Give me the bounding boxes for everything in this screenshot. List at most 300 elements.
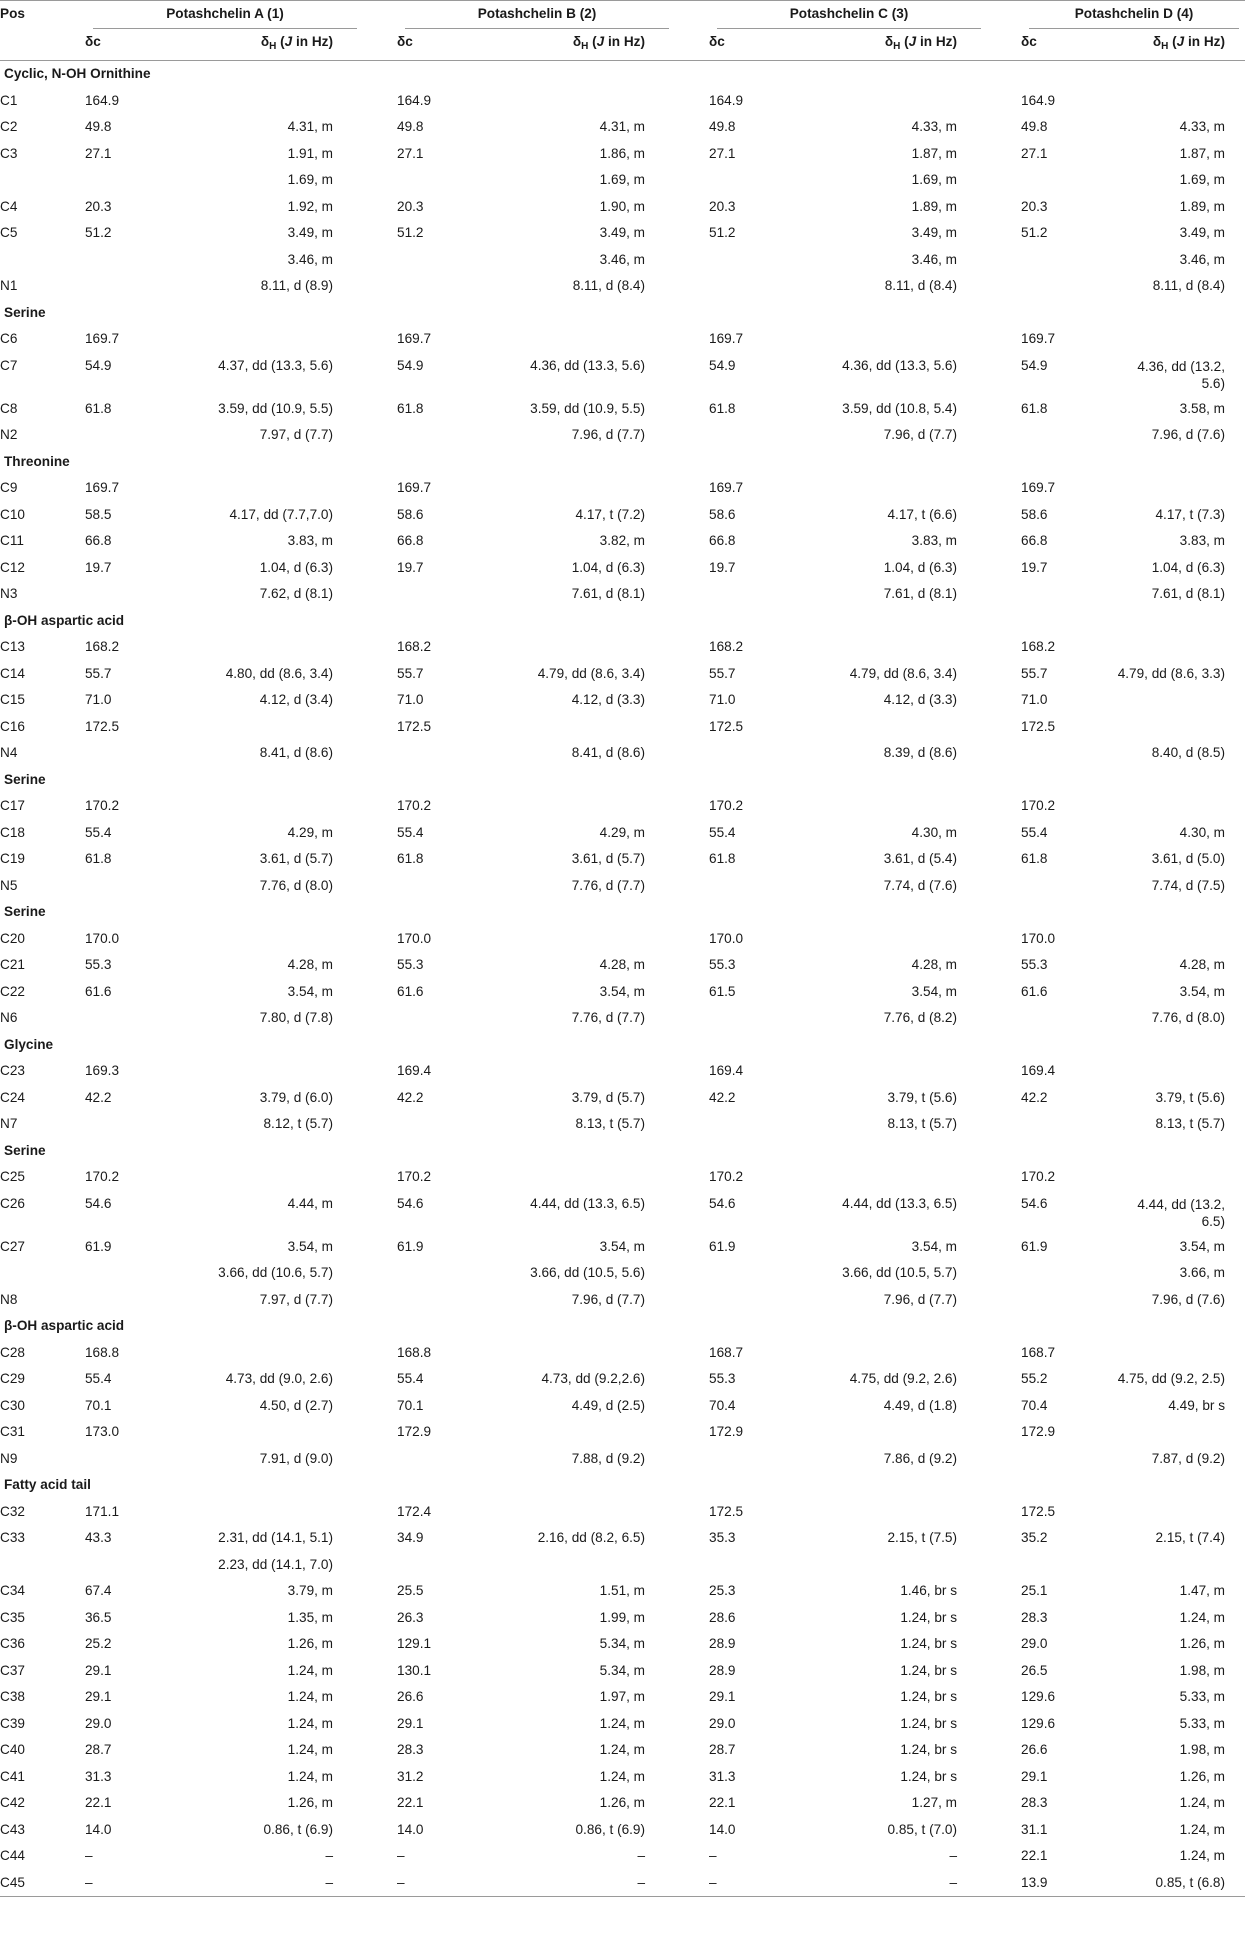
proton-shift-cell: 1.87, m <box>911 145 958 161</box>
proton-shift-cell: 4.79, dd (8.6, 3.4) <box>537 665 646 681</box>
proton-shift-cell: 5.33, m <box>1179 1715 1226 1731</box>
gap-cell <box>675 1234 699 1261</box>
position-cell: C16 <box>0 718 25 734</box>
proton-shift-cell <box>1099 793 1245 820</box>
carbon-shift-cell: 31.3 <box>85 1768 112 1784</box>
proton-shift-cell: 4.79, dd (8.6, 3.4) <box>849 665 958 681</box>
position-cell <box>0 1552 75 1579</box>
carbon-shift-cell <box>387 1260 475 1287</box>
carbon-shift-cell: 71.0 <box>85 692 112 707</box>
dh-header: $\delta_H$ (J in Hz) <box>787 29 987 61</box>
carbon-shift-cell: 168.2 <box>85 639 120 654</box>
carbon-shift-cell: 61.6 <box>85 983 112 999</box>
carbon-shift-cell: 169.7 <box>709 480 744 495</box>
gap-cell <box>675 1525 699 1552</box>
gap-cell <box>363 1260 387 1287</box>
carbon-shift-cell <box>75 1287 163 1314</box>
table-row <box>0 273 1245 300</box>
gap-cell <box>675 1631 699 1658</box>
carbon-shift-cell <box>75 740 163 767</box>
proton-shift-cell: 7.88, d (9.2) <box>571 1450 646 1466</box>
carbon-shift-cell <box>75 1446 163 1473</box>
gap-cell <box>675 1843 699 1870</box>
gap-cell <box>363 114 387 141</box>
proton-shift-cell: 4.75, dd (9.2, 2.5) <box>1117 1371 1226 1386</box>
carbon-shift-cell <box>387 1005 475 1032</box>
carbon-shift-cell: 55.4 <box>709 824 736 840</box>
gap-cell <box>363 1393 387 1420</box>
proton-shift-cell: 1.24, br s <box>900 1768 958 1784</box>
table-row <box>0 793 1245 820</box>
position-cell: N1 <box>0 278 18 293</box>
proton-shift-cell: 3.61, d (5.7) <box>571 851 646 866</box>
carbon-shift-cell <box>1011 581 1099 608</box>
proton-shift-cell: 1.24, br s <box>900 1715 958 1731</box>
gap-cell <box>363 661 387 688</box>
dh-header: $\delta_H$ (J in Hz) <box>475 29 675 61</box>
carbon-shift-cell: 169.7 <box>1021 331 1056 346</box>
gap-cell <box>363 1191 387 1234</box>
carbon-shift-cell: 169.4 <box>709 1063 744 1078</box>
proton-shift-cell <box>163 926 363 953</box>
gap-cell <box>363 422 387 449</box>
position-cell: C29 <box>0 1371 25 1386</box>
table-row <box>0 846 1245 873</box>
position-cell: C15 <box>0 692 25 707</box>
carbon-shift-cell: 26.6 <box>397 1689 424 1704</box>
proton-shift-cell <box>787 1499 987 1526</box>
carbon-shift-cell: 20.3 <box>85 198 112 214</box>
gap-cell <box>987 1111 1011 1138</box>
position-cell: C7 <box>0 357 18 373</box>
compound-header-label: Potashchelin A (1) <box>93 1 357 29</box>
proton-shift-cell: 8.13, t (5.7) <box>1155 1116 1226 1131</box>
gap-cell <box>987 1711 1011 1738</box>
proton-shift-cell: 1.90, m <box>599 198 646 214</box>
proton-shift-cell: 7.96, d (7.7) <box>883 427 958 442</box>
table-row <box>0 1525 1245 1552</box>
gap-cell <box>987 1499 1011 1526</box>
carbon-shift-cell: 28.9 <box>709 1636 736 1651</box>
carbon-shift-cell <box>699 581 787 608</box>
carbon-shift-cell: 22.1 <box>85 1795 112 1810</box>
position-cell: C45 <box>0 1870 75 1897</box>
proton-shift-cell: 2.16, dd (8.2, 6.5) <box>537 1530 646 1545</box>
proton-shift-cell: 3.66, m <box>1179 1265 1226 1280</box>
gap-cell <box>363 1578 387 1605</box>
position-cell: C3 <box>0 145 18 161</box>
proton-shift-cell <box>1099 475 1245 502</box>
proton-shift-cell <box>163 475 363 502</box>
carbon-shift-cell: – <box>387 1870 475 1897</box>
position-cell: C12 <box>0 559 25 575</box>
proton-shift-cell: 1.46, br s <box>900 1583 958 1598</box>
carbon-shift-cell: – <box>709 1848 717 1863</box>
position-cell: C41 <box>0 1768 25 1784</box>
proton-shift-cell: 8.39, d (8.6) <box>883 745 958 760</box>
proton-shift-cell: 3.66, dd (10.5, 5.6) <box>530 1265 646 1280</box>
table-row <box>0 326 1245 353</box>
table-row <box>0 1658 1245 1685</box>
table-row <box>0 1260 1245 1287</box>
carbon-shift-cell: 130.1 <box>397 1662 432 1678</box>
proton-shift-cell: 7.61, d (8.1) <box>883 586 958 601</box>
section-title: Serine <box>4 304 46 320</box>
carbon-shift-cell: 168.2 <box>709 639 744 654</box>
compound-header-label: Potashchelin D (4) <box>1029 1 1239 29</box>
gap-cell <box>987 1085 1011 1112</box>
table-row <box>0 1005 1245 1032</box>
proton-shift-cell: 1.24, m <box>287 1768 334 1784</box>
carbon-shift-cell: 55.3 <box>1021 957 1048 972</box>
carbon-shift-cell <box>387 1111 475 1138</box>
carbon-shift-cell <box>387 247 475 274</box>
proton-shift-cell: 1.24, m <box>1179 1795 1226 1810</box>
proton-shift-cell <box>1099 687 1245 714</box>
carbon-shift-cell: 51.2 <box>1021 225 1048 240</box>
carbon-shift-cell: 22.1 <box>709 1795 736 1810</box>
carbon-shift-cell: 49.8 <box>1021 119 1048 134</box>
carbon-shift-cell: 55.7 <box>709 665 736 681</box>
gap-cell <box>675 1790 699 1817</box>
gap-cell <box>987 1605 1011 1632</box>
table-row <box>0 1393 1245 1420</box>
position-cell <box>0 1260 75 1287</box>
gap-cell <box>675 1499 699 1526</box>
carbon-shift-cell: 43.3 <box>85 1530 112 1545</box>
carbon-shift-cell <box>699 1287 787 1314</box>
proton-shift-cell: 0.85, t (6.8) <box>1099 1870 1245 1897</box>
compound-header-label: Potashchelin B (2) <box>405 1 669 29</box>
gap-cell <box>363 1790 387 1817</box>
proton-shift-cell <box>475 1419 675 1446</box>
position-cell: C6 <box>0 331 18 346</box>
proton-shift-cell: 1.24, m <box>287 1715 334 1731</box>
gap-cell <box>987 555 1011 582</box>
table-row <box>0 353 1245 396</box>
carbon-shift-cell: 26.5 <box>1021 1662 1048 1678</box>
carbon-shift-cell: 20.3 <box>709 198 736 214</box>
gap-cell <box>363 502 387 529</box>
table-row <box>0 1499 1245 1526</box>
gap-cell <box>363 396 387 423</box>
carbon-shift-cell: 129.6 <box>1021 1715 1056 1731</box>
carbon-shift-cell <box>75 247 163 274</box>
gap-cell <box>363 687 387 714</box>
proton-shift-cell: 1.26, m <box>287 1636 334 1651</box>
carbon-shift-cell: 170.2 <box>397 1169 432 1184</box>
carbon-shift-cell: 169.7 <box>397 480 432 495</box>
proton-shift-cell: 2.15, t (7.5) <box>887 1530 958 1545</box>
gap-cell <box>675 1870 699 1897</box>
position-cell: N2 <box>0 427 18 442</box>
position-cell: C22 <box>0 983 25 999</box>
position-cell: C27 <box>0 1238 25 1254</box>
proton-shift-cell: 7.96, d (7.7) <box>883 1291 958 1307</box>
carbon-shift-cell: 71.0 <box>397 692 424 707</box>
carbon-shift-cell: 55.7 <box>397 665 424 681</box>
proton-shift-cell: 1.24, br s <box>900 1689 958 1704</box>
proton-shift-cell: 1.24, m <box>287 1689 334 1704</box>
carbon-shift-cell: 54.6 <box>709 1195 736 1211</box>
dh-header: $\delta_H$ (J in Hz) <box>1099 29 1245 61</box>
gap-cell <box>675 326 699 353</box>
position-cell: C20 <box>0 930 25 946</box>
carbon-shift-cell <box>1011 1005 1099 1032</box>
carbon-shift-cell: 22.1 <box>1021 1848 1048 1863</box>
proton-shift-cell: 4.12, d (3.3) <box>883 692 958 707</box>
carbon-shift-cell: 34.9 <box>397 1530 424 1545</box>
carbon-shift-cell: 27.1 <box>1021 145 1048 161</box>
gap-cell <box>363 1164 387 1191</box>
carbon-shift-cell: 61.9 <box>1021 1238 1048 1254</box>
carbon-shift-cell: 26.6 <box>1021 1742 1048 1757</box>
proton-shift-cell: 4.33, m <box>1179 119 1226 134</box>
proton-shift-cell: 1.89, m <box>911 198 958 214</box>
proton-shift-cell: 4.73, dd (9.0, 2.6) <box>225 1371 334 1386</box>
proton-shift-cell: – <box>949 1848 958 1863</box>
gap-cell <box>363 1419 387 1446</box>
proton-shift-cell <box>163 1419 363 1446</box>
carbon-shift-cell: 13.9 <box>1011 1870 1099 1897</box>
proton-shift-cell <box>475 475 675 502</box>
proton-shift-cell <box>163 634 363 661</box>
proton-shift-cell: 4.30, m <box>911 824 958 840</box>
position-cell: C26 <box>0 1195 25 1211</box>
carbon-shift-cell: 25.2 <box>85 1636 112 1651</box>
gap-cell <box>675 194 699 221</box>
gap-cell <box>675 1658 699 1685</box>
carbon-shift-cell <box>699 1552 787 1579</box>
proton-shift-cell: 8.11, d (8.4) <box>572 278 646 293</box>
table-row <box>0 88 1245 115</box>
gap-cell <box>675 1419 699 1446</box>
proton-shift-cell: 1.24, m <box>599 1742 646 1757</box>
proton-shift-cell: – <box>325 1848 334 1863</box>
gap-cell <box>363 475 387 502</box>
gap-cell <box>675 1340 699 1367</box>
compound-header-2 <box>387 1 675 29</box>
carbon-shift-cell <box>1011 247 1099 274</box>
carbon-shift-cell: 55.3 <box>709 1371 736 1386</box>
table-row <box>0 661 1245 688</box>
gap-cell <box>987 1191 1011 1234</box>
carbon-shift-cell: 129.6 <box>1021 1689 1056 1704</box>
table-row <box>0 1419 1245 1446</box>
gap-cell <box>987 247 1011 274</box>
proton-shift-cell: 1.69, m <box>599 172 646 187</box>
proton-shift-cell: 8.41, d (8.6) <box>259 745 334 760</box>
gap-cell <box>987 1790 1011 1817</box>
proton-shift-cell: 4.49, d (2.5) <box>571 1397 646 1413</box>
proton-shift-cell: 3.54, m <box>287 1238 334 1254</box>
proton-shift-cell: 2.31, dd (14.1, 5.1) <box>218 1530 334 1545</box>
carbon-shift-cell: 29.0 <box>1021 1636 1048 1651</box>
carbon-shift-cell: – <box>699 1870 787 1897</box>
proton-shift-cell: 7.74, d (7.6) <box>883 877 958 893</box>
gap-cell <box>987 475 1011 502</box>
proton-shift-cell: – <box>475 1870 675 1897</box>
carbon-shift-cell: 61.9 <box>85 1238 112 1254</box>
carbon-shift-cell: 31.2 <box>397 1768 424 1784</box>
proton-shift-cell: 1.98, m <box>1179 1662 1226 1678</box>
carbon-shift-cell: 28.6 <box>709 1609 736 1625</box>
carbon-shift-cell <box>75 273 163 300</box>
proton-shift-cell: 3.83, m <box>287 533 334 548</box>
proton-shift-cell: 1.97, m <box>599 1689 646 1704</box>
proton-shift-cell: 3.54, m <box>599 1238 646 1254</box>
carbon-shift-cell: 58.6 <box>709 506 736 522</box>
gap-cell <box>675 528 699 555</box>
table-row <box>0 952 1245 979</box>
gap-cell <box>363 1005 387 1032</box>
gap-cell <box>363 873 387 900</box>
proton-shift-cell: 3.61, d (5.0) <box>1151 851 1226 866</box>
carbon-shift-cell: 14.0 <box>709 1821 736 1837</box>
position-cell: C37 <box>0 1662 25 1678</box>
position-cell: C21 <box>0 957 25 972</box>
gap-cell <box>363 740 387 767</box>
proton-shift-cell: 5.34, m <box>599 1636 646 1651</box>
gap-cell <box>675 1817 699 1844</box>
table-row <box>0 1058 1245 1085</box>
proton-shift-cell: 4.44, dd (13.2, 6.5) <box>1137 1196 1226 1229</box>
pos-header: Pos <box>0 1 75 29</box>
gap-cell <box>987 926 1011 953</box>
proton-shift-cell: 7.76, d (8.0) <box>1151 1010 1226 1025</box>
gap-cell <box>363 1843 387 1870</box>
proton-shift-cell <box>787 88 987 115</box>
table-row <box>0 247 1245 274</box>
section-header-row <box>0 449 1245 476</box>
position-cell: C24 <box>0 1089 25 1105</box>
proton-shift-cell: 3.82, m <box>599 533 646 548</box>
proton-shift-cell: 1.24, br s <box>900 1742 958 1757</box>
carbon-shift-cell <box>699 247 787 274</box>
gap-cell <box>987 581 1011 608</box>
proton-shift-cell: 7.97, d (7.7) <box>259 427 334 442</box>
gap-cell <box>675 846 699 873</box>
proton-shift-cell: – <box>637 1848 646 1863</box>
gap-cell <box>363 1340 387 1367</box>
gap-cell <box>987 1234 1011 1261</box>
carbon-shift-cell <box>699 422 787 449</box>
proton-shift-cell: 1.24, m <box>1179 1821 1226 1837</box>
proton-shift-cell <box>1099 1058 1245 1085</box>
proton-shift-cell: 7.76, d (7.7) <box>571 1010 646 1025</box>
carbon-shift-cell <box>387 273 475 300</box>
table-row <box>0 1790 1245 1817</box>
position-cell: C30 <box>0 1397 25 1413</box>
gap-cell <box>987 1684 1011 1711</box>
carbon-shift-cell: 61.6 <box>1021 983 1048 999</box>
gap-cell <box>675 1085 699 1112</box>
table-row <box>0 528 1245 555</box>
proton-shift-cell: 4.33, m <box>911 119 958 134</box>
proton-shift-cell: 7.80, d (7.8) <box>259 1010 334 1025</box>
carbon-shift-cell: 61.8 <box>1021 851 1048 866</box>
carbon-shift-cell: 66.8 <box>709 533 736 548</box>
gap-cell <box>675 740 699 767</box>
table-row <box>0 714 1245 741</box>
proton-shift-cell <box>163 88 363 115</box>
carbon-shift-cell: 55.4 <box>1021 824 1048 840</box>
gap-cell <box>363 952 387 979</box>
proton-shift-cell: – <box>787 1870 987 1897</box>
carbon-shift-cell: 70.4 <box>709 1397 736 1413</box>
position-cell: N7 <box>0 1116 18 1131</box>
gap-cell <box>675 247 699 274</box>
position-cell: C38 <box>0 1689 25 1704</box>
gap-cell <box>363 1737 387 1764</box>
proton-shift-cell <box>1099 714 1245 741</box>
proton-shift-cell: 8.13, t (5.7) <box>575 1116 646 1131</box>
gap-cell <box>675 475 699 502</box>
position-cell: C5 <box>0 225 18 240</box>
proton-shift-cell: 4.80, dd (8.6, 3.4) <box>225 665 334 681</box>
carbon-shift-cell: 169.7 <box>397 331 432 346</box>
carbon-shift-cell: 172.9 <box>709 1424 744 1439</box>
proton-shift-cell <box>163 1164 363 1191</box>
header-gap <box>675 29 699 61</box>
header-spacer <box>0 29 75 61</box>
gap-cell <box>987 1446 1011 1473</box>
proton-shift-cell: 4.73, dd (9.2,2.6) <box>541 1371 646 1386</box>
dc-header: δc <box>75 29 163 61</box>
carbon-shift-cell: 66.8 <box>1021 533 1048 548</box>
carbon-shift-cell <box>699 873 787 900</box>
proton-shift-cell <box>787 475 987 502</box>
carbon-shift-cell <box>1011 1552 1099 1579</box>
carbon-shift-cell: 55.3 <box>709 957 736 972</box>
carbon-shift-cell: 129.1 <box>397 1636 432 1651</box>
carbon-shift-cell: 61.9 <box>709 1238 736 1254</box>
proton-shift-cell <box>475 88 675 115</box>
carbon-shift-cell: 55.4 <box>397 1371 424 1386</box>
table-row <box>0 1287 1245 1314</box>
carbon-shift-cell: 28.3 <box>397 1742 424 1757</box>
proton-shift-cell: 1.24, m <box>599 1715 646 1731</box>
carbon-shift-cell: 170.2 <box>709 1169 744 1184</box>
table-row <box>0 1870 1245 1897</box>
gap-cell <box>987 1525 1011 1552</box>
proton-shift-cell: 1.47, m <box>1179 1583 1226 1598</box>
carbon-shift-cell: 20.3 <box>397 198 424 214</box>
carbon-shift-cell: 55.3 <box>85 957 112 972</box>
proton-shift-cell: 1.24, m <box>287 1742 334 1757</box>
proton-shift-cell: 4.29, m <box>287 824 334 840</box>
proton-shift-cell: 1.24, m <box>1179 1609 1226 1625</box>
gap-cell <box>987 952 1011 979</box>
proton-shift-cell: 1.04, d (6.3) <box>259 559 334 575</box>
table-row <box>0 167 1245 194</box>
gap-cell <box>987 1340 1011 1367</box>
carbon-shift-cell: 26.3 <box>397 1609 424 1625</box>
gap-cell <box>987 88 1011 115</box>
gap-cell <box>987 273 1011 300</box>
carbon-shift-cell: 164.9 <box>709 92 744 108</box>
proton-shift-cell <box>163 714 363 741</box>
table-row <box>0 1631 1245 1658</box>
gap-cell <box>987 979 1011 1006</box>
carbon-shift-cell <box>699 167 787 194</box>
proton-shift-cell <box>1099 88 1245 115</box>
position-cell <box>0 167 75 194</box>
compound-header-1 <box>75 1 363 29</box>
gap-cell <box>363 926 387 953</box>
position-cell: C32 <box>0 1503 25 1519</box>
proton-shift-cell: 3.54, m <box>1179 983 1226 999</box>
